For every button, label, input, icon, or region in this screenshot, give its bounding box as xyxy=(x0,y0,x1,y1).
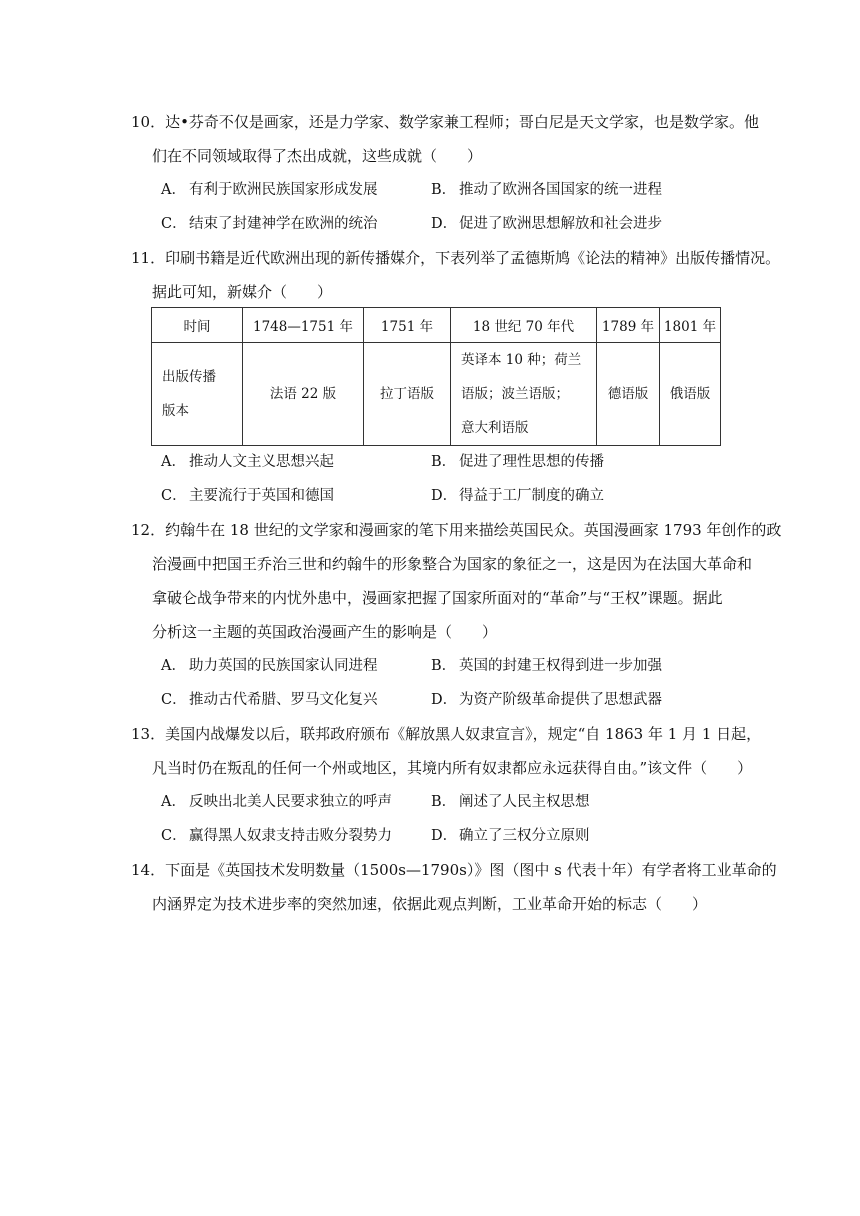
question-14-line-1: 14．下面是《英国技术发明数量（1500s—1790s）》图（图中 s 代表十年）有学者将工业革命的 xyxy=(131,861,777,879)
table-row xyxy=(152,343,721,446)
question-14-line-2: 内涵界定为技术进步率的突然加速，依据此观点判断，工业革命开始的标志（ ） xyxy=(152,895,708,913)
question-10-options xyxy=(161,173,721,241)
option-b[interactable]: B． 促进了理性思想的传播 xyxy=(431,454,604,470)
question-11-line-2: 据此可知，新媒介（ ） xyxy=(152,283,333,301)
table-header-cell: 1801 年 xyxy=(660,308,721,343)
table-cell: 德语版 xyxy=(597,343,660,446)
question-12 xyxy=(131,513,782,649)
question-10 xyxy=(131,105,759,173)
question-11 xyxy=(131,241,781,309)
option-d[interactable]: D． 促进了欧洲思想解放和社会进步 xyxy=(431,216,662,232)
option-a[interactable]: A． 有利于欧洲民族国家形成发展 xyxy=(161,182,378,198)
table-header-row xyxy=(152,308,721,343)
table-cell: 英译本 10 种；荷兰 语版；波兰语版； 意大利语版 xyxy=(451,343,597,446)
question-10-line-1: 10．达•芬奇不仅是画家，还是力学家、数学家兼工程师；哥白尼是天文学家，也是数学家。他 xyxy=(131,113,759,131)
option-c[interactable]: C． 赢得黑人奴隶支持击败分裂势力 xyxy=(161,828,392,844)
option-d[interactable]: D． 得益于工厂制度的确立 xyxy=(431,488,604,504)
option-d[interactable]: D． 确立了三权分立原则 xyxy=(431,828,590,844)
option-c[interactable]: C． 结束了封建神学在欧洲的统治 xyxy=(161,216,378,232)
question-13-line-2: 凡当时仍在叛乱的任何一个州或地区，其境内所有奴隶都应永远获得自由。”该文件（ ） xyxy=(152,759,753,777)
table-header-cell: 1748—1751 年 xyxy=(243,308,364,343)
table-header-cell: 时间 xyxy=(152,308,243,343)
question-11-line-1: 11．印刷书籍是近代欧洲出现的新传播媒介，下表列举了孟德斯鸠《论法的精神》出版传播情况。 xyxy=(131,249,781,267)
option-c[interactable]: C． 主要流行于英国和德国 xyxy=(161,488,334,504)
question-12-line-2: 治漫画中把国王乔治三世和约翰牛的形象整合为国家的象征之一，这是因为在法国大革命和 xyxy=(152,555,753,573)
question-12-line-1: 12．约翰牛在 18 世纪的文学家和漫画家的笔下用来描绘英国民众。英国漫画家 1793 年创作的政 xyxy=(131,521,782,539)
question-12-options xyxy=(161,649,721,717)
option-b[interactable]: B． 推动了欧洲各国国家的统一进程 xyxy=(431,182,662,198)
question-11-options xyxy=(161,445,721,513)
table-header-cell: 1751 年 xyxy=(364,308,451,343)
table-row-label: 出版传播 版本 xyxy=(152,343,243,446)
question-12-line-4: 分析这一主题的英国政治漫画产生的影响是（ ） xyxy=(152,623,498,641)
option-c[interactable]: C． 推动古代希腊、罗马文化复兴 xyxy=(161,692,378,708)
table-header-cell: 18 世纪 70 年代 xyxy=(451,308,597,343)
table-header-cell: 1789 年 xyxy=(597,308,660,343)
option-a[interactable]: A． 反映出北美人民要求独立的呼声 xyxy=(161,794,392,810)
question-10-line-2: 们在不同领域取得了杰出成就，这些成就（ ） xyxy=(152,147,483,165)
question-13-options xyxy=(161,785,721,853)
question-12-line-3: 拿破仑战争带来的内忧外患中，漫画家把握了国家所面对的“革命”与“王权”课题。据此 xyxy=(152,589,723,607)
question-14 xyxy=(131,853,777,921)
option-a[interactable]: A． 推动人文主义思想兴起 xyxy=(161,454,334,470)
option-b[interactable]: B． 阐述了人民主权思想 xyxy=(431,794,590,810)
table-cell: 法语 22 版 xyxy=(243,343,364,446)
question-13-line-1: 13．美国内战爆发以后，联邦政府颁布《解放黑人奴隶宣言》，规定“自 1863 年 1 月 1 日起， xyxy=(131,725,762,743)
option-b[interactable]: B． 英国的封建王权得到进一步加强 xyxy=(431,658,662,674)
question-13 xyxy=(131,717,762,785)
option-d[interactable]: D． 为资产阶级革命提供了思想武器 xyxy=(431,692,662,708)
table-cell: 拉丁语版 xyxy=(364,343,451,446)
publication-table xyxy=(151,307,721,446)
option-a[interactable]: A． 助力英国的民族国家认同进程 xyxy=(161,658,378,674)
table-cell: 俄语版 xyxy=(660,343,721,446)
